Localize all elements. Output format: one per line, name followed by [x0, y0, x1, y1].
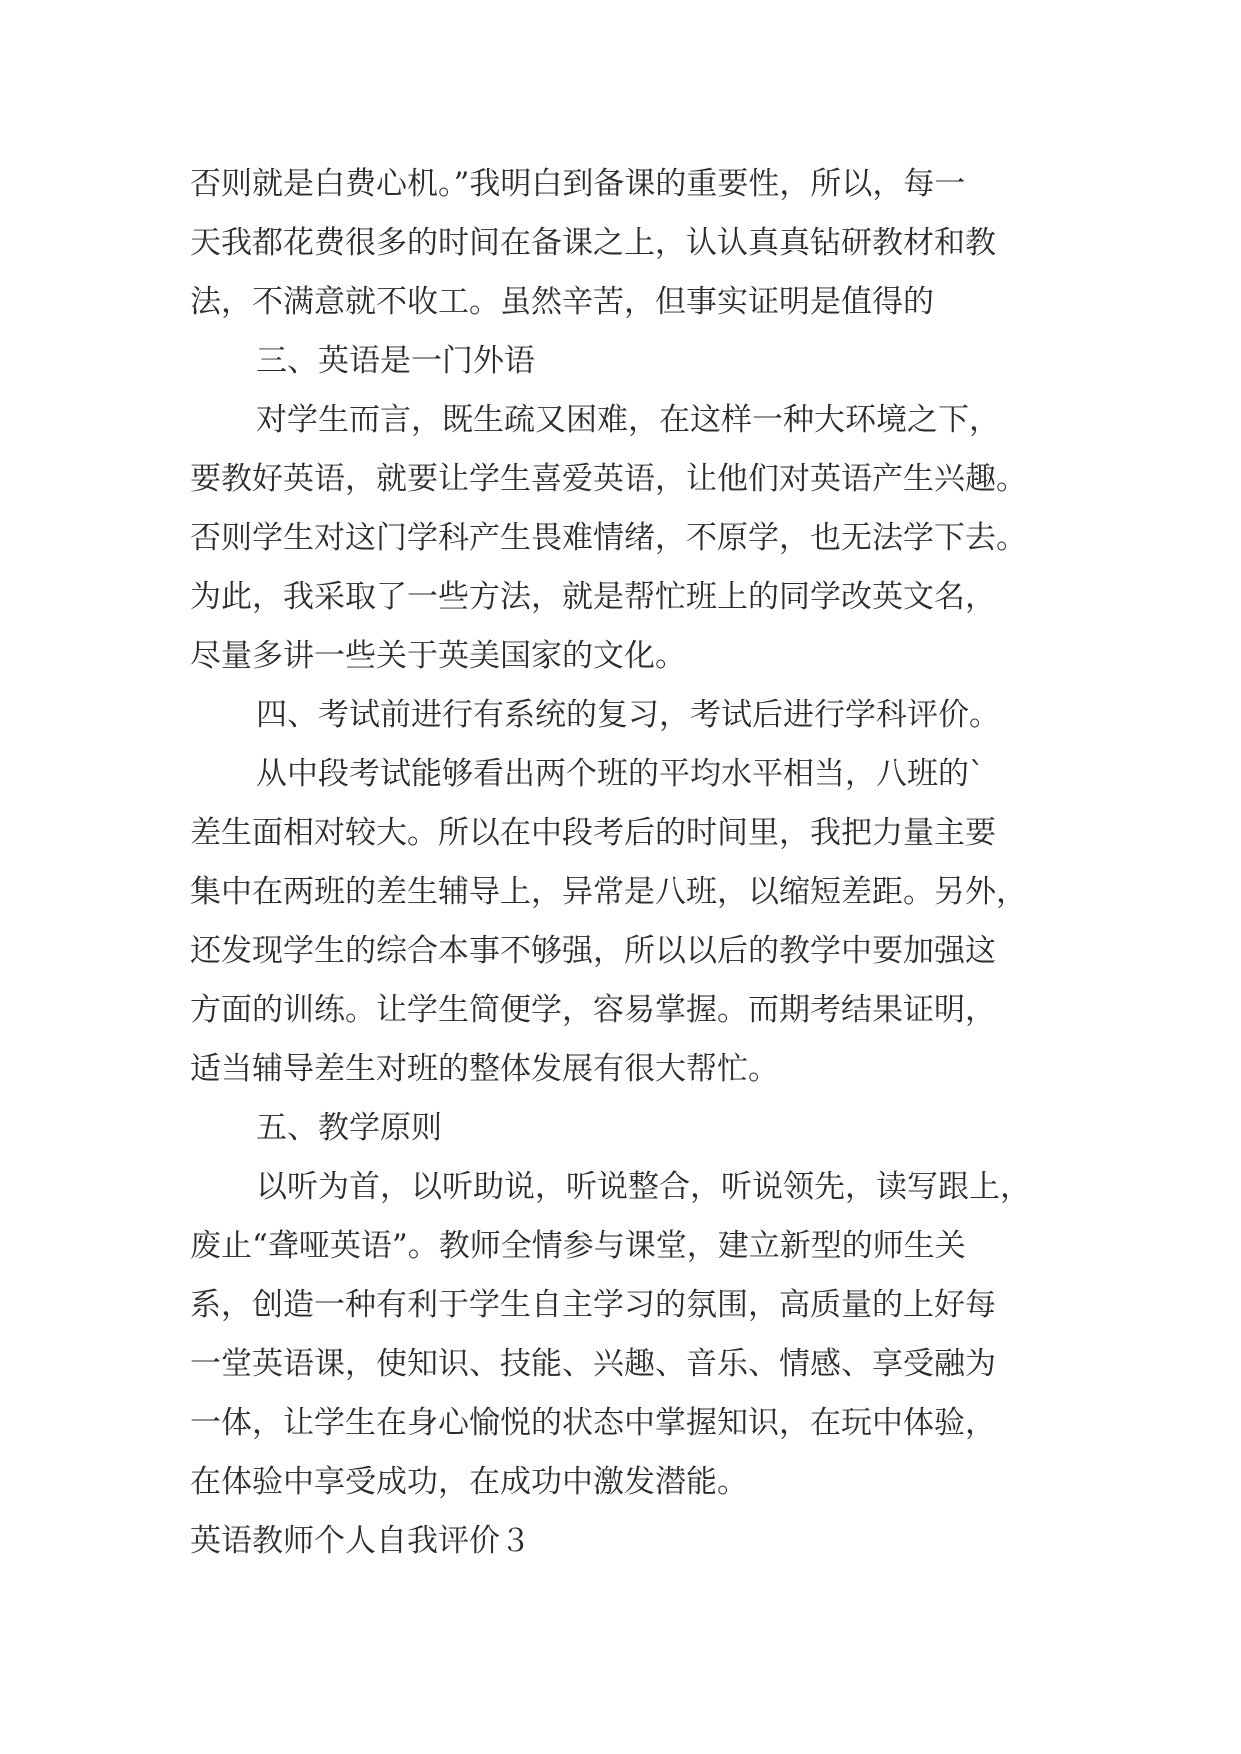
body-line: 一体，让学生在身心愉悦的状态中掌握知识，在玩中体验，: [190, 1405, 996, 1441]
body-line: 在体验中享受成功，在成功中激发潜能。: [190, 1464, 748, 1500]
body-line: 为此，我采取了一些方法，就是帮忙班上的同学改英文名，: [190, 579, 996, 615]
section-heading-4: 四、考试前进行有系统的复习，考试后进行学科评价。: [256, 697, 1000, 733]
document-title: 英语教师个人自我评价３: [190, 1523, 531, 1559]
body-line: 否则学生对这门学科产生畏难情绪，不原学，也无法学下去。: [190, 520, 1027, 556]
paragraph-start-line: 对学生而言，既生疏又困难，在这样一种大环境之下，: [256, 402, 1000, 438]
body-line: 集中在两班的差生辅导上，异常是八班，以缩短差距。另外，: [190, 874, 1027, 910]
body-line: 方面的训练。让学生简便学，容易掌握。而期考结果证明，: [190, 992, 996, 1028]
body-line: 废止“聋哑英语”。教师全情参与课堂，建立新型的师生关: [190, 1228, 966, 1264]
section-heading-3: 三、英语是一门外语: [256, 343, 535, 379]
paragraph-start-line: 从中段考试能够看出两个班的平均水平相当，八班的`: [256, 756, 985, 792]
section-heading-5: 五、教学原则: [256, 1110, 442, 1146]
paragraph-start-line: 以听为首，以听助说，听说整合，听说领先，读写跟上，: [256, 1169, 1031, 1205]
body-line: 尽量多讲一些关于英美国家的文化。: [190, 638, 686, 674]
body-line: 天我都花费很多的时间在备课之上，认认真真钻研教材和教: [190, 225, 996, 261]
document-body: [190, 155, 1070, 1571]
body-line: 还发现学生的综合本事不够强，所以以后的教学中要加强这: [190, 933, 996, 969]
body-line: 否则就是白费心机。”我明白到备课的重要性，所以，每一: [190, 166, 966, 202]
body-line: 差生面相对较大。所以在中段考后的时间里，我把力量主要: [190, 815, 996, 851]
body-line: 适当辅导差生对班的整体发展有很大帮忙。: [190, 1051, 779, 1087]
body-line: 法，不满意就不收工。虽然辛苦，但事实证明是值得的: [190, 284, 934, 320]
body-line: 要教好英语，就要让学生喜爱英语，让他们对英语产生兴趣。: [190, 461, 1027, 497]
body-line: 一堂英语课，使知识、技能、兴趣、音乐、情感、享受融为: [190, 1346, 996, 1382]
body-line: 系，创造一种有利于学生自主学习的氛围，高质量的上好每: [190, 1287, 996, 1323]
